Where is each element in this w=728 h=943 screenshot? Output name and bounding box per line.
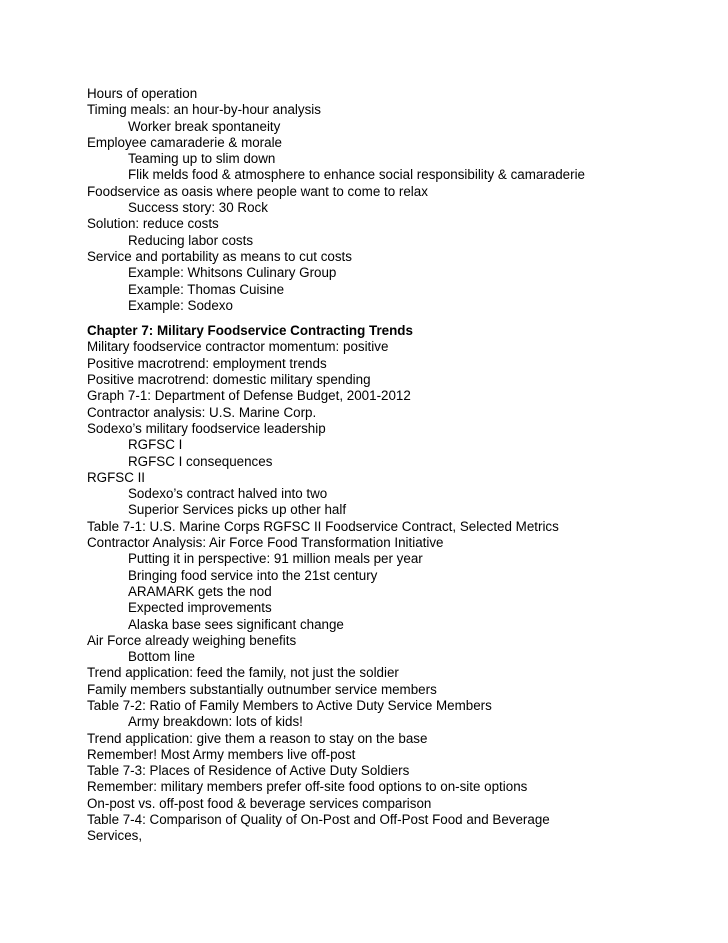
outline-item: Contractor analysis: U.S. Marine Corp. xyxy=(87,404,317,420)
outline-subitem: Worker break spontaneity xyxy=(128,118,281,134)
outline-subitem: ARAMARK gets the nod xyxy=(128,583,272,599)
outline-subitem: RGFSC I consequences xyxy=(128,453,273,469)
outline-item: Air Force already weighing benefits xyxy=(87,632,297,648)
outline-section xyxy=(87,86,707,314)
outline-subitem: Putting it in perspective: 91 million meals per year xyxy=(128,551,423,567)
outline-item: Table 7-4: Comparison of Quality of On-Post and Off-Post Food and Beverage xyxy=(87,812,550,828)
outline-item: Timing meals: an hour-by-hour analysis xyxy=(87,102,321,118)
document-page xyxy=(87,86,707,845)
outline-subitem: RGFSC I xyxy=(128,437,183,453)
outline-item: On-post vs. off-post food & beverage services comparison xyxy=(87,795,432,811)
outline-item: Sodexo’s military foodservice leadership xyxy=(87,420,326,436)
outline-subitem: Flik melds food & atmosphere to enhance social responsibility & camaraderie xyxy=(128,167,585,183)
outline-item: Contractor Analysis: Air Force Food Transformation Initiative xyxy=(87,535,444,551)
outline-subitem: Army breakdown: lots of kids! xyxy=(128,714,303,730)
chapter-heading: Chapter 7: Military Foodservice Contracting Trends xyxy=(87,323,413,339)
outline-item: Trend application: feed the family, not just the soldier xyxy=(87,665,399,681)
outline-subitem: Teaming up to slim down xyxy=(128,151,276,167)
outline-subitem: Superior Services picks up other half xyxy=(128,502,347,518)
outline-item: Family members substantially outnumber service members xyxy=(87,681,437,697)
outline-subitem: Example: Sodexo xyxy=(128,297,233,313)
outline-subitem: Reducing labor costs xyxy=(128,232,254,248)
outline-subitem: Sodexo’s contract halved into two xyxy=(128,486,328,502)
outline-item: Military foodservice contractor momentum: positive xyxy=(87,339,389,355)
outline-item: Foodservice as oasis where people want to come to relax xyxy=(87,183,428,199)
outline-subitem: Example: Thomas Cuisine xyxy=(128,281,285,297)
outline-subitem: Success story: 30 Rock xyxy=(128,200,268,216)
chapter-outline xyxy=(87,339,707,844)
outline-item: Table 7-1: U.S. Marine Corps RGFSC II Foodservice Contract, Selected Metrics xyxy=(87,518,559,534)
outline-subitem: Bottom line xyxy=(128,649,195,665)
outline-item: Positive macrotrend: domestic military spending xyxy=(87,372,371,388)
outline-item: RGFSC II xyxy=(87,469,146,485)
outline-item: Graph 7-1: Department of Defense Budget, 2001-2012 xyxy=(87,388,411,404)
outline-item: Table 7-3: Places of Residence of Active Duty Soldiers xyxy=(87,763,410,779)
outline-item: Trend application: give them a reason to stay on the base xyxy=(87,730,428,746)
outline-item: Remember! Most Army members live off-post xyxy=(87,746,356,762)
outline-item: Hours of operation xyxy=(87,86,198,101)
outline-subitem: Example: Whitsons Culinary Group xyxy=(128,265,337,281)
outline-item: Service and portability as means to cut costs xyxy=(87,248,352,264)
outline-item: Positive macrotrend: employment trends xyxy=(87,355,327,371)
outline-item: Solution: reduce costs xyxy=(87,216,219,232)
outline-item: Table 7-2: Ratio of Family Members to Active Duty Service Members xyxy=(87,697,492,713)
outline-subitem: Alaska base sees significant change xyxy=(128,616,344,632)
outline-subitem: Expected improvements xyxy=(128,600,272,616)
outline-item: Services, xyxy=(87,828,143,844)
section-gap xyxy=(87,314,707,323)
outline-item: Remember: military members prefer off-site food options to on-site options xyxy=(87,779,528,795)
outline-item: Employee camaraderie & morale xyxy=(87,134,282,150)
outline-subitem: Bringing food service into the 21st century xyxy=(128,567,378,583)
